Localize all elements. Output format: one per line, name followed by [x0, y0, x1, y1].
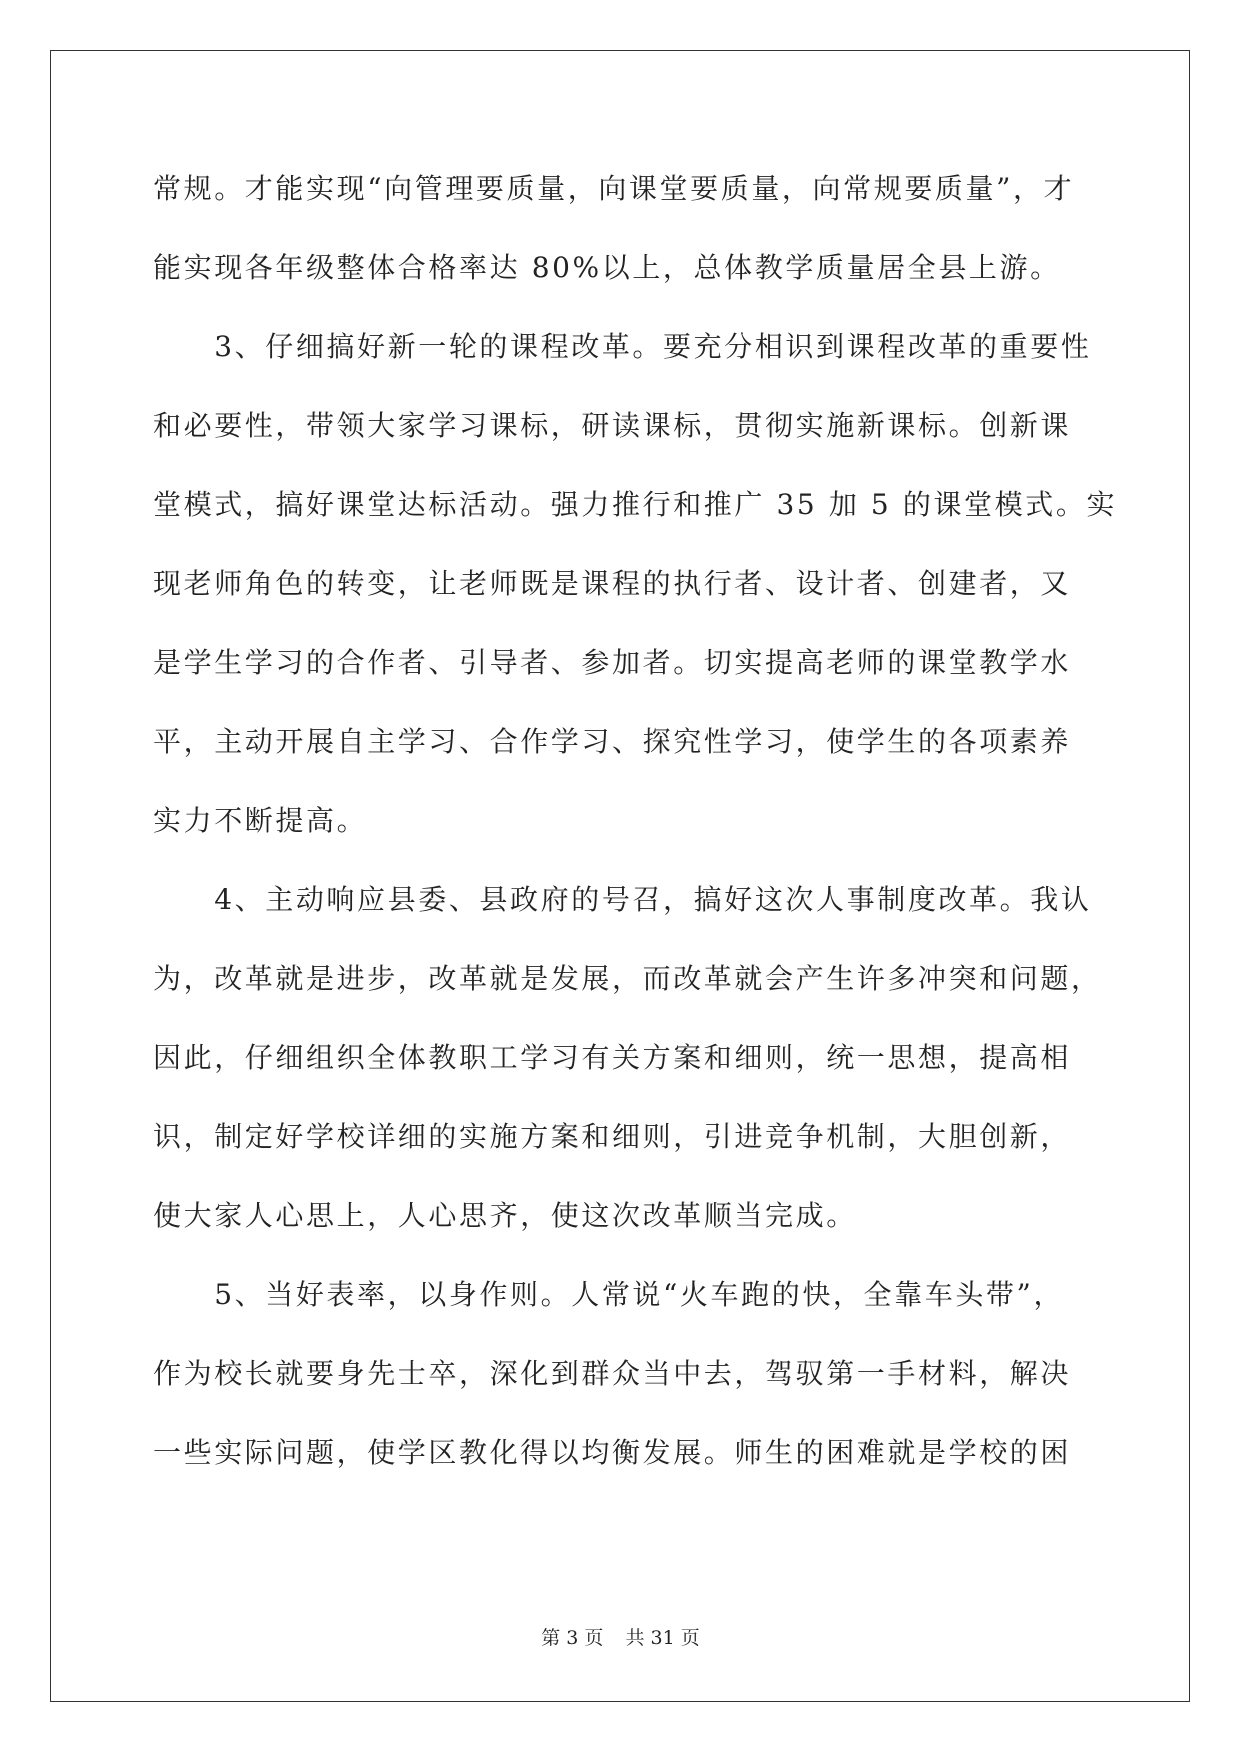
body-line: 平，主动开展自主学习、合作学习、探究性学习，使学生的各项素养 [153, 725, 1072, 758]
paragraph-start-line: 3、仔细搞好新一轮的课程改革。要充分相识到课程改革的重要性 [153, 330, 1092, 363]
body-line: 使大家人心思上，人心思齐，使这次改革顺当完成。 [153, 1199, 857, 1232]
body-line: 因此，仔细组织全体教职工学习有关方案和细则，统一思想，提高相 [153, 1041, 1072, 1074]
body-line: 作为校长就要身先士卒，深化到群众当中去，驾驭第一手材料，解决 [153, 1357, 1072, 1390]
body-line: 能实现各年级整体合格率达 80%以上，总体教学质量居全县上游。 [153, 251, 1061, 284]
page-number: 第 3 页 [541, 1627, 604, 1649]
paragraph-start-line: 4、主动响应县委、县政府的号召，搞好这次人事制度改革。我认 [153, 883, 1092, 916]
paragraph-start-line: 5、当好表率，以身作则。人常说“火车跑的快，全靠车头带”， [153, 1278, 1065, 1311]
body-line: 实力不断提高。 [153, 804, 368, 837]
page-footer [0, 1623, 1241, 1650]
body-line: 和必要性，带领大家学习课标，研读课标，贯彻实施新课标。创新课 [153, 409, 1072, 442]
body-line: 一些实际问题，使学区教化得以均衡发展。师生的困难就是学校的困 [153, 1436, 1072, 1469]
body-line: 堂模式，搞好课堂达标活动。强力推行和推广 35 加 5 的课堂模式。实 [153, 488, 1118, 521]
body-line: 为，改革就是进步，改革就是发展，而改革就会产生许多冲突和问题， [153, 962, 1102, 995]
body-line: 现老师角色的转变，让老师既是课程的执行者、设计者、创建者，又 [153, 567, 1072, 600]
body-line: 识，制定好学校详细的实施方案和细则，引进竞争机制，大胆创新， [153, 1120, 1072, 1153]
body-line: 是学生学习的合作者、引导者、参加者。切实提高老师的课堂教学水 [153, 646, 1072, 679]
body-line: 常规。才能实现“向管理要质量，向课堂要质量，向常规要质量”，才 [153, 172, 1075, 205]
page-total: 共 31 页 [625, 1627, 700, 1649]
